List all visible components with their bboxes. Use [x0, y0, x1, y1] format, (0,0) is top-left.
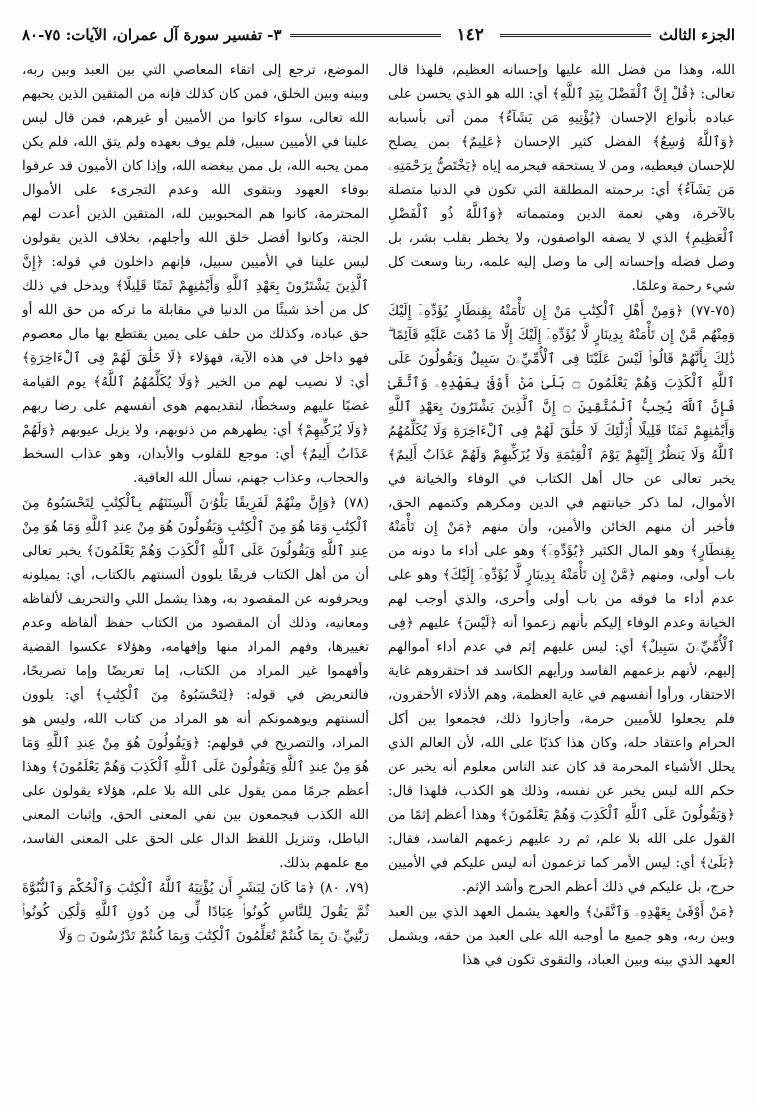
surah-title: ٣- تفسير سورة آل عمران، الآيات: ٧٥-٨٠	[21, 26, 282, 44]
text-columns	[22, 58, 735, 1098]
page-number: ١٤٢	[456, 25, 484, 45]
paragraph: (٧٩، ٨٠) ﴿مَا كَانَ لِبَشَرٍ أَن يُؤْتِيَهُ ٱللَّهُ ٱلْكِتَٰبَ وَٱلْحُكْمَ وَٱلنُّبُوَّةَ ثُمَّ يَقُولَ لِلنَّاسِ كُونُوا۟ عِبَادًا لِّى مِن دُونِ ٱللَّهِ وَلَٰكِن كُونُوا۟ رَبَّٰنِيِّۦنَ بِمَا كُنتُمْ تُعَلِّمُونَ ٱلْكِتَٰبَ وَبِمَا كُنتُمْ تَدْرُسُونَ ۝ وَلَا	[22, 880, 369, 944]
header-rule-left	[290, 34, 441, 37]
left-column	[22, 58, 369, 1098]
paragraph: (٧٨) ﴿وَإِنَّ مِنْهُمْ لَفَرِيقًا يَلْوُۥنَ أَلْسِنَتَهُم بِٱلْكِتَٰبِ لِتَحْسَبُوهُ مِنَ ٱلْكِتَٰبِ وَمَا هُوَ مِنَ ٱلْكِتَٰبِ وَيَقُولُونَ هُوَ مِنْ عِندِ ٱللَّهِ وَمَا هُوَ مِنْ عِندِ ٱللَّهِ وَيَقُولُونَ عَلَى ٱللَّهِ ٱلْكَذِبَ وَهُمْ يَعْلَمُونَ﴾ يخبر تعالى أن من أهل الكتاب فريقًا يلوون ألسنتهم بالكتاب، أي: يميلونه ويحرفونه عن المقصود به، وهذا يشمل اللي والتحريف لألفاظه ومعانيه، وذلك أن المقصود من الكتاب حفظ ألفاظه وعدم تغييرها، وفهم المراد منها وإفهامه، وهؤلاء عكسوا القضية وأفهموا غير المراد من الكتاب، إما تعريضًا وإما تصريحًا، فالتعريض في قوله: ﴿لِتَحْسَبُوهُ مِنَ ٱلْكِتَٰبِ﴾ أي: يلوون ألسنتهم ويوهمونكم أنه هو المراد من كتاب الله، وليس هو المراد، والتصريح في قولهم: ﴿وَيَقُولُونَ هُوَ مِنْ عِندِ ٱللَّهِ وَمَا هُوَ مِنْ عِندِ ٱللَّهِ وَيَقُولُونَ عَلَى ٱللَّهِ ٱلْكَذِبَ وَهُمْ يَعْلَمُونَ﴾ وهذا أعظم جرمًا ممن يقول على الله بلا علم، هؤلاء يقولون على الله الكذب فيجمعون بين نفي المعنى الحق، وإثبات المعنى الباطل، وتنزيل اللفظ الدال على الحق على المعنى الفاسد، مع علمهم بذلك.	[22, 495, 369, 871]
page-header	[22, 20, 735, 50]
paragraph: الله، وهذا من فضل الله عليها وإحسانه العظيم، فلهذا قال تعالى: ﴿قُلْ إِنَّ ٱلْفَضْلَ بِيَدِ ٱللَّهِ﴾ أي: الله هو الذي يحسن على عباده بأنواع الإحسان ﴿يُؤْتِيهِ مَن يَشَآءُ﴾ ممن أتى بأسبابه ﴿وَٱللَّهُ وَٰسِعٌ﴾ الفضل كثير الإحسان ﴿عَلِيمٌ﴾ بمن يصلح للإحسان فيعطيه، ومن لا يستحقه فيحرمه إياه ﴿يَخْتَصُّ بِرَحْمَتِهِۦ مَن يَشَآءُ﴾ أي: برحمته المطلقة التي تكون في الدنيا متصلة بالآخرة، وهي نعمة الدين ومتمماته ﴿وَٱللَّهُ ذُو ٱلْفَضْلِ ٱلْعَظِيمِ﴾ الذي لا يصفه الواصفون، ولا يخطر بقلب بشر، بل وصل فضله وإحسانه إلى ما وصل إليه علمه، ربنا وسعت كل شيء رحمة وعلمًا.	[388, 62, 735, 294]
part-title: الجزء الثالث	[658, 26, 735, 44]
paragraph: ﴿مَنْ أَوْفَىٰ بِعَهْدِهِۦ وَٱتَّقَىٰ﴾ والعهد يشمل العهد الذي بين العبد وبين ربه، وهو جميع ما أوجبه الله على العبد من حقه، ويشمل العهد الذي بينه وبين العباد، والتقوى تكون في هذا	[388, 904, 735, 968]
header-rule-right	[500, 34, 651, 37]
paragraph: (٧٥-٧٧) ﴿وَمِنْ أَهْلِ ٱلْكِتَٰبِ مَنْ إِن تَأْمَنْهُ بِقِنطَارٍ يُؤَدِّهِۦٓ إِلَيْكَ وَمِنْهُم مَّنْ إِن تَأْمَنْهُ بِدِينَارٍ لَّا يُؤَدِّهِۦٓ إِلَيْكَ إِلَّا مَا دُمْتَ عَلَيْهِ قَآئِمًا ۗ ذَٰلِكَ بِأَنَّهُمْ قَالُوا۟ لَيْسَ عَلَيْنَا فِى ٱلْأُمِّيِّۦنَ سَبِيلٌ وَيَقُولُونَ عَلَى ٱللَّهِ ٱلْكَذِبَ وَهُمْ يَعْلَمُونَ ۝ بَلَىٰ مَنْ أَوْفَىٰ بِعَهْدِهِۦ وَٱتَّقَىٰ فَإِنَّ ٱللَّهَ يُحِبُّ ٱلْمُتَّقِينَ ۝ إِنَّ ٱلَّذِينَ يَشْتَرُونَ بِعَهْدِ ٱللَّهِ وَأَيْمَٰنِهِمْ ثَمَنًا قَلِيلًا أُو۟لَٰٓئِكَ لَا خَلَٰقَ لَهُمْ فِى ٱلْءَاخِرَةِ وَلَا يُكَلِّمُهُمُ ٱللَّهُ وَلَا يَنظُرُ إِلَيْهِمْ يَوْمَ ٱلْقِيَٰمَةِ وَلَا يُزَكِّيهِمْ وَلَهُمْ عَذَابٌ أَلِيمٌ﴾ يخبر تعالى عن حال أهل الكتاب في الوفاء والخيانة في الأموال، لما ذكر خيانتهم في الدين ومكرهم وكتمهم الحق، فأخبر أن منهم الخائن والأمين، وأن منهم ﴿مَنْ إِن تَأْمَنْهُ بِقِنطَارٍ﴾ وهو المال الكثير ﴿يُؤَدِّهِۦٓ﴾ وهو على أداء ما دونه من باب أولى، ومنهم ﴿مَّنْ إِن تَأْمَنْهُ بِدِينَارٍ لَّا يُؤَدِّهِۦٓ إِلَيْكَ﴾ وهو على عدم أداء ما فوقه من باب أولى وأحرى، والذي أوجب لهم الخيانة وعدم الوفاء إليكم بأنهم زعموا أنه ﴿لَيْسَ﴾ عليهم ﴿فِى ٱلْأُمِّيِّۦنَ سَبِيلٌ﴾ أي: ليس عليهم إثم في عدم أداء أموالهم إليهم، لأنهم بزعمهم الفاسد ورأيهم الكاسد قد احتقروهم غاية الاحتقار، ورأوا أنفسهم في غاية العظمة، وهم الأذلاء الأحقرون، فلم يجعلوا للأميين حرمة، وأجازوا ذلك، فجمعوا بين أكل الحرام واعتقاد حله، وكان هذا كذبًا على الله، لأن العالم الذي يحلل الأشياء المحرمة قد كان عند الناس معلوم أنه يخبر عن حكم الله ليس يخبر عن نفسه، وذلك هو الكذب، فلهذا قال: ﴿وَيَقُولُونَ عَلَى ٱللَّهِ ٱلْكَذِبَ وَهُمْ يَعْلَمُونَ﴾ وهذا أعظم إثمًا من القول على الله بلا علم، ثم رد عليهم زعمهم الفاسد، فقال: ﴿بَلَىٰ﴾ أي: ليس الأمر كما تزعمون أنه ليس عليكم في الأميين حرج، بل عليكم في ذلك أعظم الحرج وأشد الإثم.	[388, 303, 735, 895]
right-column	[388, 58, 735, 1098]
paragraph: الموضع، ترجع إلى اتقاء المعاصي التي بين العبد وبين ربه، وبينه وبين الخلق، فمن كان كذلك فإنه من المتقين الذين يحبهم الله تعالى، سواء كانوا من الأميين أو غيرهم، فمن قال ليس علينا في الأميين سبيل، فلم يوف بعهده ولم يتق الله، فلم يكن ممن يحبه الله، بل ممن يبغضه الله، وإذا كان الأميون قد عرفوا بوفاء العهود وبتقوى الله وعدم التجرىء على الأموال المحترمة، كانوا هم المحبوبين لله، المتقين الذين أعدت لهم الجنة، وكانوا أفضل خلق الله وأجلهم، بخلاف الذين يقولون ليس علينا في الأميين سبيل، فإنهم داخلون في قوله: ﴿إِنَّ ٱلَّذِينَ يَشْتَرُونَ بِعَهْدِ ٱللَّهِ وَأَيْمَٰنِهِمْ ثَمَنًا قَلِيلًا﴾ ويدخل في ذلك كل من أخذ شيئًا من الدنيا في مقابلة ما تركه من حق الله أو حق عباده، وكذلك من حلف على يمين يقتطع بها مال معصوم فهو داخل في هذه الآية، فهؤلاء ﴿لَا خَلَٰقَ لَهُمْ فِى ٱلْءَاخِرَةِ﴾ أي: لا نصيب لهم من الخير ﴿وَلَا يُكَلِّمُهُمُ ٱللَّهُ﴾ يوم القيامة غضبًا عليهم وسخطًا، لتقديمهم هوى أنفسهم على رضا ربهم ﴿وَلَا يُزَكِّيهِمْ﴾ أي: يطهرهم من ذنوبهم، ولا يزيل عيوبهم ﴿وَلَهُمْ عَذَابٌ أَلِيمٌ﴾ أي: موجع للقلوب والأبدان، وهو عذاب السخط والحجاب، وعذاب جهنم، نسأل الله العافية.	[22, 62, 369, 486]
